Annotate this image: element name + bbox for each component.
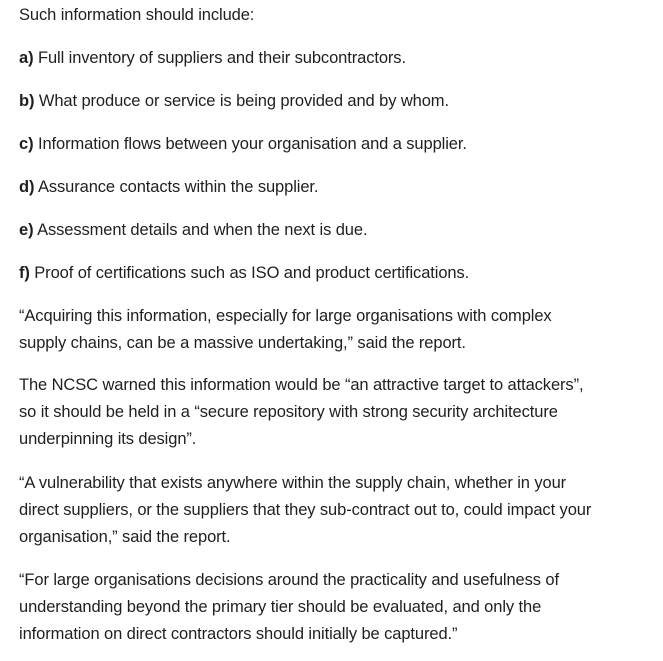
item-letter: a): [19, 49, 34, 67]
list-item-b: [19, 88, 449, 115]
paragraph-quote-2: [19, 470, 591, 551]
item-letter: c): [19, 135, 34, 153]
paragraph-line: underpinning its design”.: [19, 430, 197, 448]
item-letter: d): [19, 178, 35, 196]
paragraph-line: “A vulnerability that exists anywhere within the supply chain, whether in your: [19, 474, 567, 492]
item-letter: b): [19, 92, 35, 110]
item-text: Information flows between your organisation and a supplier.: [37, 135, 467, 153]
item-text: What produce or service is being provided and by whom.: [38, 92, 449, 110]
list-item-a: [19, 45, 406, 72]
list-item-f: [19, 260, 469, 287]
paragraph-line: supply chains, can be a massive undertaking,” said the report.: [19, 334, 466, 352]
item-text: Proof of certifications such as ISO and product certifications.: [34, 264, 470, 282]
item-text: Full inventory of suppliers and their subcontractors.: [37, 49, 406, 67]
paragraph-ncsc-warning: [19, 372, 583, 453]
item-text: Assessment details and when the next is due.: [37, 221, 368, 239]
paragraph-quote-1: [19, 303, 552, 357]
paragraph-line: information on direct contractors should initially be captured.”: [19, 625, 458, 643]
paragraph-line: The NCSC warned this information would be “an attractive target to attackers”,: [19, 376, 584, 394]
item-letter: e): [19, 221, 34, 239]
list-item-c: [19, 131, 467, 158]
paragraph-quote-3: [19, 567, 559, 648]
paragraph-line: understanding beyond the primary tier should be evaluated, and only the: [19, 598, 542, 616]
paragraph-line: so it should be held in a “secure repository with strong security architecture: [19, 403, 558, 421]
paragraph-line: “For large organisations decisions around the practicality and usefulness of: [19, 571, 559, 589]
item-text: Assurance contacts within the supplier.: [37, 178, 319, 196]
paragraph-line: “Acquiring this information, especially for large organisations with complex: [19, 307, 552, 325]
list-item-d: [19, 174, 318, 201]
item-letter: f): [19, 264, 30, 282]
paragraph-line: organisation,” said the report.: [19, 528, 231, 546]
intro-text: Such information should include:: [19, 6, 255, 24]
list-item-e: [19, 217, 367, 244]
paragraph-line: direct suppliers, or the suppliers that they sub-contract out to, could impact your: [19, 501, 592, 519]
